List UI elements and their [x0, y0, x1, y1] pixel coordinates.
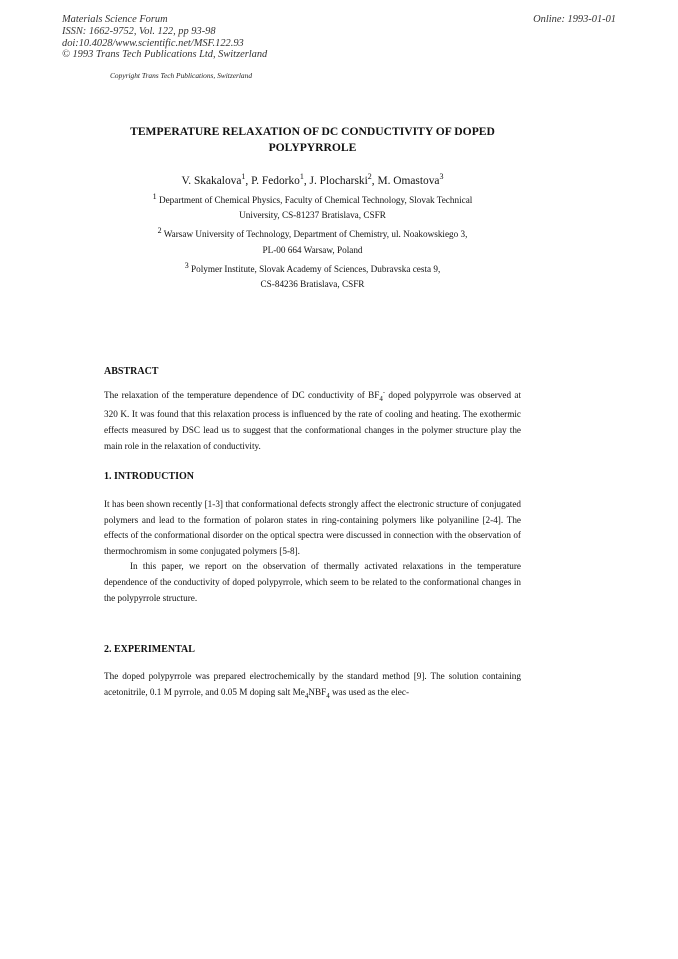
author-2: , P. Fedorko — [245, 174, 300, 187]
author-1-sup: 1 — [241, 172, 246, 181]
introduction-paragraph-2: In this paper, we report on the observation of thermally activated relaxations in the temperature dependence of the conductivity of doped polypyrrole, which seem to be related to the conformational changes in the polypyrrole structure. — [104, 561, 521, 603]
author-4: , M. Omastova — [371, 174, 440, 187]
issn-line: ISSN: 1662-9752, Vol. 122, pp 93-98 — [62, 25, 216, 37]
journal-header — [62, 14, 267, 61]
abstract-sup: - — [382, 389, 386, 396]
abstract-text-b: doped polypyrrole was observed at 320 K. It was found that this relaxation process is influenced by the rate of cooling and heating. The exothermic effects measured by DSC lead us to suggest that the conformational changes in the polymer structure play the main role in the relaxation of conductivity. — [104, 390, 522, 451]
title-block — [104, 124, 521, 292]
author-3-sup: 2 — [367, 172, 372, 181]
experimental-heading: 2. EXPERIMENTAL — [104, 644, 195, 655]
affiliation-1-line-1: Department of Chemical Physics, Faculty of Chemical Technology, Slovak Technical — [158, 194, 473, 205]
title-line-1: TEMPERATURE RELAXATION OF DC CONDUCTIVITY OF DOPED — [130, 125, 495, 138]
paper-title — [104, 124, 521, 155]
affiliation-3 — [104, 258, 521, 292]
author-2-sup: 1 — [299, 172, 304, 181]
affiliation-2-sup: 2 — [157, 226, 162, 236]
title-line-2: POLYPYRROLE — [268, 140, 357, 154]
abstract-text-a: The relaxation of the temperature dependence of DC conductivity of BF — [104, 390, 380, 401]
affiliation-2 — [104, 223, 521, 257]
affiliation-1 — [104, 189, 521, 223]
experimental-sub-2: 4 — [326, 691, 330, 700]
experimental-text-c: was used as the elec- — [329, 686, 410, 697]
copyright-line: © 1993 Trans Tech Publications Ltd, Switzerland — [62, 49, 268, 61]
affiliation-1-sup: 1 — [152, 191, 157, 201]
journal-name: Materials Science Forum — [62, 14, 168, 25]
abstract-sub: 4 — [379, 394, 383, 403]
introduction-heading: 1. INTRODUCTION — [104, 471, 195, 482]
affiliation-2-line-2: PL-00 664 Warsaw, Poland — [262, 244, 363, 255]
author-1: V. Skakalova — [181, 174, 242, 187]
doi-line[interactable]: doi:10.4028/www.scientific.net/MSF.122.93 — [62, 37, 244, 49]
affiliation-3-line-2: CS-84236 Bratislava, CSFR — [260, 279, 365, 289]
copyright-note: Copyright Trans Tech Publications, Switzerland — [110, 71, 253, 80]
experimental-sub-1: 4 — [304, 691, 309, 700]
introduction-paragraph-1: It has been shown recently [1-3] that conformational defects strongly affect the electronic structure of conjugated polymers and lead to the formation of polaron states in ring-containing polymers like polyaniline [2-4]. The effects of the conformational disorder on the optical spectra were discussed in connection with the observation of thermochromism in some conjugated polymers [5-8]. — [104, 499, 521, 556]
affiliation-1-line-2: University, CS-81237 Bratislava, CSFR — [239, 210, 386, 221]
affiliation-2-line-1: Warsaw University of Technology, Department of Chemistry, ul. Noakowskiego 3, — [163, 229, 468, 240]
affiliation-3-sup: 3 — [184, 260, 189, 270]
affiliation-3-line-1: Polymer Institute, Slovak Academy of Sciences, Dubravska cesta 9, — [191, 263, 441, 274]
introduction-body — [104, 497, 521, 606]
experimental-text-b: NBF — [308, 686, 327, 697]
online-date: Online: 1993-01-01 — [533, 14, 616, 25]
author-3: , J. Plocharski — [303, 174, 368, 187]
author-list — [104, 169, 521, 189]
experimental-text-a: The doped polypyrrole was prepared electrochemically by the standard method [9]. The solution containing acetonitrile, 0.1 M pyrrole, and 0.05 M doping salt Me — [104, 671, 521, 697]
abstract-heading: ABSTRACT — [104, 366, 159, 377]
author-4-sup: 3 — [439, 172, 444, 181]
experimental-text — [104, 669, 521, 704]
abstract-text — [104, 385, 521, 454]
